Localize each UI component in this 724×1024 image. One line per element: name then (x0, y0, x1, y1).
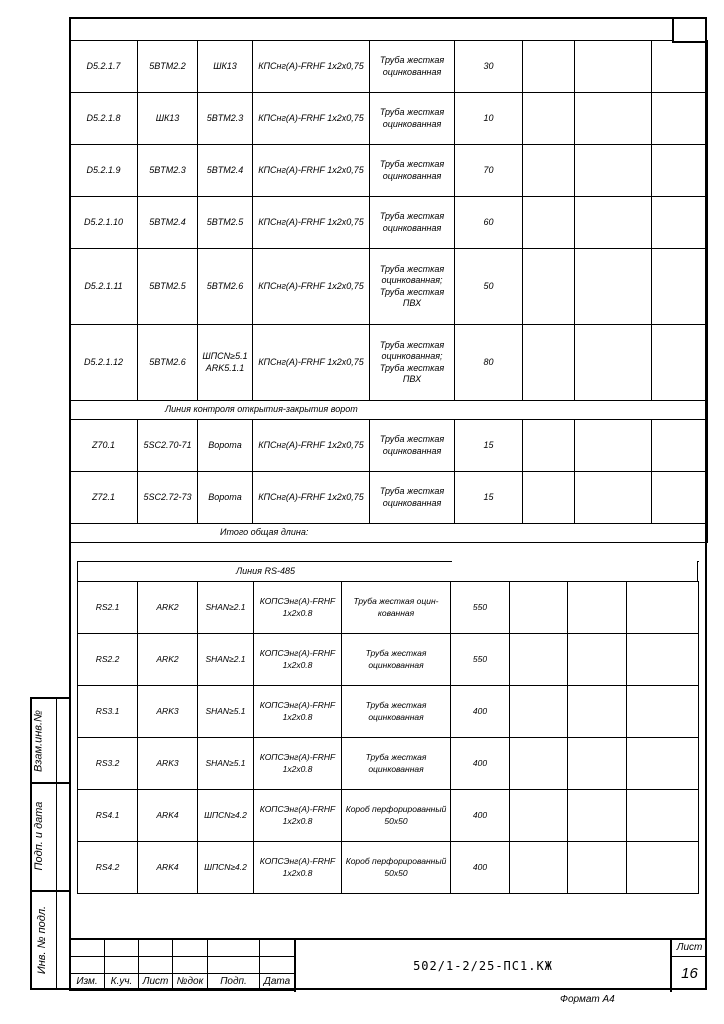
cell-cable: КПСнг(А)-FRHF 1х2х0,75 (253, 420, 370, 472)
cell-to: ШК13 (198, 41, 253, 93)
revision-col-label: Подп. (208, 974, 260, 991)
cell-length: 550 (451, 582, 510, 634)
cell-empty (575, 197, 652, 249)
cell-length: 400 (451, 738, 510, 790)
cell-to: Ворота (198, 472, 253, 524)
cell-empty (523, 41, 575, 93)
cell-from: ARK2 (138, 582, 198, 634)
cell-method: Короб перфорированный 50х50 (342, 842, 451, 894)
total-row (70, 524, 708, 543)
cell-length: 15 (455, 472, 523, 524)
cell-method: Труба жесткая оцинкованная (370, 197, 455, 249)
cell-from: 5BTM2.2 (138, 41, 198, 93)
side-label-inv-replace: Взам.инв.№ (32, 710, 45, 772)
cell-from: 5BTM2.6 (138, 325, 198, 401)
cell-empty (523, 325, 575, 401)
cell-empty (568, 842, 627, 894)
table-row (70, 420, 708, 472)
cell-length: 400 (451, 686, 510, 738)
cell-cable: КПСнг(А)-FRHF 1х2х0,75 (253, 145, 370, 197)
cell-cable: КПСнг(А)-FRHF 1х2х0,75 (253, 472, 370, 524)
cell-to: 5BTM2.5 (198, 197, 253, 249)
cell-cable: КОПСЭнг(А)-FRHF 1х2х0.8 (254, 738, 342, 790)
cell-empty (568, 582, 627, 634)
table-row (70, 197, 708, 249)
cell-id: RS4.1 (78, 790, 138, 842)
cell-cable: КОПСЭнг(А)-FRHF 1х2х0.8 (254, 686, 342, 738)
section-title: Линия RS-485 (78, 562, 699, 582)
table-row (70, 145, 708, 197)
cell-empty (575, 472, 652, 524)
doc-number: 502/1-2/25-ПС1.КЖ (413, 959, 553, 973)
cell-empty (575, 145, 652, 197)
cell-method: Труба жесткая оцин-кованная (342, 582, 451, 634)
side-label-inv-orig: Инв. № подл. (36, 905, 48, 975)
cell-empty (523, 93, 575, 145)
cell-from: 5SC2.72-73 (138, 472, 198, 524)
cell-to: SHAN≥2.1 (198, 582, 254, 634)
corner-stamp-box (672, 17, 707, 43)
table-row (70, 325, 708, 401)
cell-method: Труба жесткая оцинкованная; Труба жесткая ПВХ (370, 249, 455, 325)
revision-grid (69, 939, 295, 991)
cell-to: SHAN≥2.1 (198, 634, 254, 686)
table-row (78, 686, 699, 738)
cell-to: 5BTM2.6 (198, 249, 253, 325)
cell-method: Труба жесткая оцинкованная (370, 472, 455, 524)
cell-empty (652, 472, 708, 524)
cable-table-upper (69, 40, 708, 543)
cell-cable: КОПСЭнг(А)-FRHF 1х2х0.8 (254, 842, 342, 894)
cable-table-rs485 (77, 561, 699, 894)
side-stamp (30, 697, 69, 990)
format-label: Формат А4 (560, 994, 615, 1005)
section-title: Линия контроля открытия-закрытия ворот (70, 401, 708, 420)
cell-empty (627, 842, 699, 894)
sheet-label: Лист (672, 940, 707, 957)
cell-method: Короб перфорированный 50х50 (342, 790, 451, 842)
table-row (78, 738, 699, 790)
cell-method: Труба жесткая оцинкованная; Труба жесткая ПВХ (370, 325, 455, 401)
cell-id: D5.2.1.10 (70, 197, 138, 249)
cell-cable: КПСнг(А)-FRHF 1х2х0,75 (253, 197, 370, 249)
cell-length: 60 (455, 197, 523, 249)
cell-empty (575, 249, 652, 325)
cell-to: ШПСN≥4.2 (198, 790, 254, 842)
cell-length: 80 (455, 325, 523, 401)
title-block (69, 938, 707, 990)
cell-empty (568, 738, 627, 790)
cell-empty (510, 790, 568, 842)
revision-col-label: Лист (139, 974, 173, 991)
cell-method: Труба жесткая оцинкованная (342, 686, 451, 738)
cell-method: Труба жесткая оцинкованная (370, 93, 455, 145)
cell-cable: КОПСЭнг(А)-FRHF 1х2х0.8 (254, 582, 342, 634)
revision-col-label: №док (173, 974, 208, 991)
cell-empty (510, 686, 568, 738)
table-header-gap (452, 556, 698, 566)
cell-method: Труба жесткая оцинкованная (342, 738, 451, 790)
total-label: Итого общая длина: (70, 524, 708, 543)
cell-empty (627, 790, 699, 842)
cell-empty (627, 582, 699, 634)
cell-empty (652, 420, 708, 472)
cell-from: ARK4 (138, 790, 198, 842)
cell-empty (627, 634, 699, 686)
cell-to: 5BTM2.4 (198, 145, 253, 197)
cell-empty (652, 41, 708, 93)
side-cell-inv-orig (32, 892, 71, 990)
table-row (70, 249, 708, 325)
cell-id: RS4.2 (78, 842, 138, 894)
cell-empty (523, 145, 575, 197)
cell-empty (575, 93, 652, 145)
cell-empty (652, 249, 708, 325)
table-row (70, 93, 708, 145)
cell-cable: КПСнг(А)-FRHF 1х2х0,75 (253, 41, 370, 93)
cell-id: D5.2.1.9 (70, 145, 138, 197)
table-row (78, 842, 699, 894)
table-row (70, 41, 708, 93)
cell-empty (652, 325, 708, 401)
cell-from: ARK3 (138, 686, 198, 738)
cell-length: 10 (455, 93, 523, 145)
revision-col-label: К.уч. (105, 974, 139, 991)
cell-empty (627, 686, 699, 738)
cell-empty (510, 582, 568, 634)
cell-id: D5.2.1.11 (70, 249, 138, 325)
cell-from: 5BTM2.4 (138, 197, 198, 249)
cell-id: RS2.2 (78, 634, 138, 686)
cell-empty (568, 790, 627, 842)
cell-empty (523, 197, 575, 249)
cell-method: Труба жесткая оцинкованная (342, 634, 451, 686)
cell-from: ARK4 (138, 842, 198, 894)
cell-from: 5BTM2.5 (138, 249, 198, 325)
cell-id: Z72.1 (70, 472, 138, 524)
cell-length: 30 (455, 41, 523, 93)
cell-empty (523, 472, 575, 524)
table-row (78, 634, 699, 686)
side-label-sign-date: Подп. и дата (33, 801, 45, 871)
cell-length: 70 (455, 145, 523, 197)
cell-length: 550 (451, 634, 510, 686)
cell-to: SHAN≥5.1 (198, 738, 254, 790)
cell-to: 5BTM2.3 (198, 93, 253, 145)
cell-length: 15 (455, 420, 523, 472)
table-edge (697, 561, 698, 581)
cell-method: Труба жесткая оцинкованная (370, 420, 455, 472)
cell-empty (575, 41, 652, 93)
cell-to: Ворота (198, 420, 253, 472)
cell-cable: КПСнг(А)-FRHF 1х2х0,75 (253, 325, 370, 401)
cell-id: D5.2.1.8 (70, 93, 138, 145)
cell-id: D5.2.1.7 (70, 41, 138, 93)
side-cell-sign-date (32, 784, 71, 892)
cell-cable: КПСнг(А)-FRHF 1х2х0,75 (253, 93, 370, 145)
cell-to: ШПСN≥4.2 (198, 842, 254, 894)
cell-empty (568, 634, 627, 686)
cell-empty (523, 420, 575, 472)
cell-cable: КПСнг(А)-FRHF 1х2х0,75 (253, 249, 370, 325)
cell-empty (652, 93, 708, 145)
revision-col-label: Дата (260, 974, 295, 991)
cell-length: 50 (455, 249, 523, 325)
cell-from: ШК13 (138, 93, 198, 145)
cell-id: RS2.1 (78, 582, 138, 634)
cell-empty (575, 325, 652, 401)
section-row (70, 401, 708, 420)
cell-empty (568, 686, 627, 738)
cell-empty (575, 420, 652, 472)
side-cell-inv-replace (32, 699, 71, 784)
cell-id: D5.2.1.12 (70, 325, 138, 401)
table-row (70, 472, 708, 524)
cell-method: Труба жесткая оцинкованная (370, 145, 455, 197)
cell-to: SHAN≥5.1 (198, 686, 254, 738)
cell-empty (523, 249, 575, 325)
cell-empty (627, 738, 699, 790)
cell-cable: КОПСЭнг(А)-FRHF 1х2х0.8 (254, 790, 342, 842)
cell-cable: КОПСЭнг(А)-FRHF 1х2х0.8 (254, 634, 342, 686)
revision-col-label: Изм. (70, 974, 105, 991)
cell-to: ШПСN≥5.1 ARK5.1.1 (198, 325, 253, 401)
cell-empty (652, 145, 708, 197)
cell-from: 5BTM2.3 (138, 145, 198, 197)
table-row (78, 790, 699, 842)
cell-length: 400 (451, 842, 510, 894)
cell-from: ARK2 (138, 634, 198, 686)
cell-from: ARK3 (138, 738, 198, 790)
table-row (78, 582, 699, 634)
cell-id: RS3.2 (78, 738, 138, 790)
cell-empty (652, 197, 708, 249)
sheet-number: 16 (681, 965, 698, 982)
cell-length: 400 (451, 790, 510, 842)
cell-method: Труба жесткая оцинкованная (370, 41, 455, 93)
cell-empty (510, 738, 568, 790)
cell-id: Z70.1 (70, 420, 138, 472)
cell-id: RS3.1 (78, 686, 138, 738)
doc-number-cell (294, 940, 672, 992)
cell-empty (510, 842, 568, 894)
cell-from: 5SC2.70-71 (138, 420, 198, 472)
cell-empty (510, 634, 568, 686)
